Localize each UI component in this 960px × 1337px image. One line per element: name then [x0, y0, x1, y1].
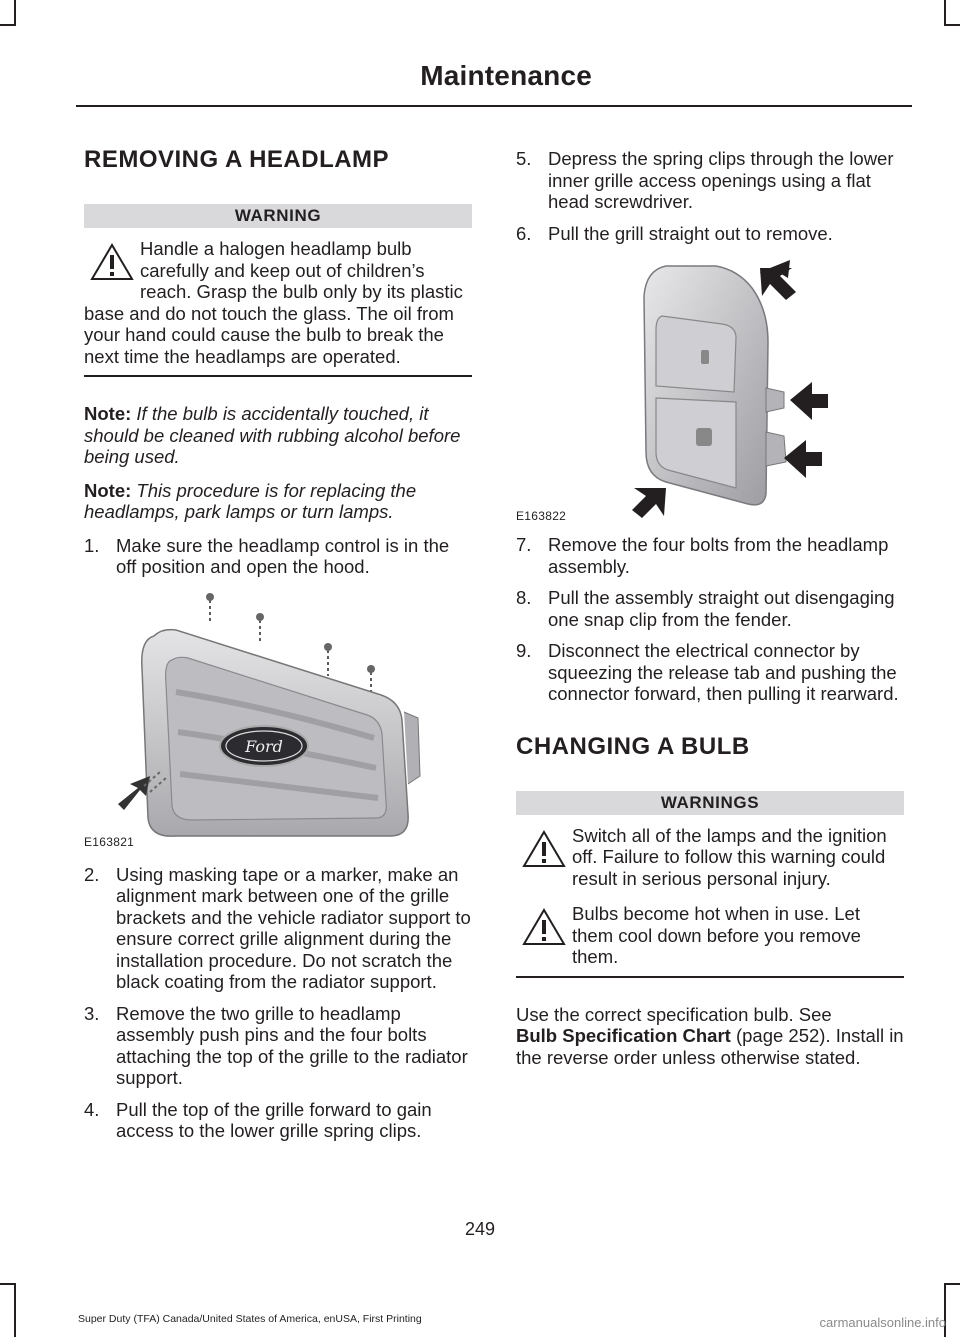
- steps-list: [516, 534, 904, 705]
- crop-mark: [0, 1283, 16, 1285]
- left-column: [84, 118, 472, 1152]
- step-item: 9. Disconnect the electrical connector by squeezing the release tab and pushing the connector forward, then pulling it rearward.: [516, 640, 899, 704]
- figure-label: E163822: [516, 509, 567, 523]
- warning-text: Bulbs become hot when in use. Let them cool down before you remove them.: [572, 903, 861, 967]
- step-item: 5. Depress the spring clips through the lower inner grille access openings using a flat head screwdriver.: [516, 148, 894, 212]
- note-procedure: [84, 480, 472, 523]
- crop-mark: [944, 24, 960, 26]
- note-label: Note:: [84, 479, 132, 501]
- crop-mark: [14, 0, 16, 24]
- warning-triangle-icon: [522, 829, 566, 869]
- figure-label: E163821: [84, 834, 135, 849]
- removing-headlamp-heading: REMOVING A HEADLAMP: [84, 146, 390, 173]
- direction-arrow-icon: [632, 488, 666, 518]
- watermark: carmanualsonline.info: [819, 1315, 946, 1330]
- bulb-spec-chart-link[interactable]: Bulb Specification Chart: [516, 1025, 731, 1046]
- warning-block: [516, 903, 904, 978]
- step-item: 4. Pull the top of the grille forward to gain access to the lower grille spring clips.: [84, 1098, 432, 1141]
- grille-figure: [84, 588, 472, 850]
- step-item: 6. Pull the grill straight out to remove.: [516, 222, 833, 244]
- crop-mark: [944, 1283, 960, 1285]
- headlamp-illustration: [516, 256, 904, 526]
- step-item: 3. Remove the two grille to headlamp assembly push pins and the four bolts attaching the top of the grille to the radiator support.: [84, 1002, 468, 1088]
- header-rule: [76, 105, 912, 107]
- headlamp-figure: [516, 256, 904, 526]
- warning-triangle-icon: [90, 242, 134, 282]
- warning-triangle-icon: [522, 907, 566, 947]
- step-item: 7. Remove the four bolts from the headlamp assembly.: [516, 534, 889, 577]
- crop-mark: [0, 24, 16, 26]
- warnings-label: WARNINGS: [516, 791, 904, 815]
- warning-text: Switch all of the lamps and the ignition off. Failure to follow this warning could result in serious personal injury.: [572, 824, 887, 889]
- warning-block: [516, 825, 904, 890]
- steps-list: [516, 148, 904, 244]
- crop-mark: [14, 1283, 16, 1337]
- changing-bulb-heading: CHANGING A BULB: [516, 732, 750, 760]
- note-text: This procedure is for replacing the headlamps, park lamps or turn lamps.: [84, 479, 417, 522]
- crop-mark: [944, 0, 946, 24]
- footer-text: Super Duty (TFA) Canada/United States of America, enUSA, First Printing: [78, 1313, 422, 1325]
- direction-arrow-icon: [790, 382, 828, 420]
- direction-arrow-icon: [760, 260, 796, 300]
- ford-logo: Ford: [245, 736, 283, 756]
- step-item: 1. Make sure the headlamp control is in the off position and open the hood.: [84, 534, 450, 577]
- note-label: Note:: [84, 403, 132, 424]
- note-text: If the bulb is accidentally touched, it should be cleaned with rubbing alcohol before being used.: [84, 403, 461, 467]
- warning-label: WARNING: [84, 204, 472, 228]
- bulb-spec-paragraph: Use the correct specification bulb. See Bulb Specification Chart (page 252). Install in the reverse order unless otherwise stated.: [516, 1003, 904, 1068]
- section-title: Maintenance: [420, 60, 592, 91]
- page-number: 249: [464, 1219, 496, 1239]
- step-item: 8. Pull the assembly straight out disengaging one snap clip from the fender.: [516, 587, 895, 630]
- right-column: [516, 148, 904, 1068]
- steps-list: [84, 535, 472, 578]
- warning-text: Handle a halogen headlamp bulb carefully and keep out of children’s reach. Grasp the bulb only by its plastic base and do not touch the glass. The oil from your hand could cause the bulb to break the next time the headlamps are operated.: [84, 238, 463, 367]
- grille-illustration: [84, 588, 472, 850]
- warning-block: [84, 238, 472, 377]
- step-item: 2. Using masking tape or a marker, make an alignment mark between one of the grille brackets and the vehicle radiator support to ensure correct grille alignment during the installation procedure. Do not scratch the black coating from the radiator support.: [84, 863, 471, 992]
- steps-list: [84, 864, 472, 1142]
- direction-arrow-icon: [784, 440, 822, 478]
- note-alcohol: [84, 403, 472, 468]
